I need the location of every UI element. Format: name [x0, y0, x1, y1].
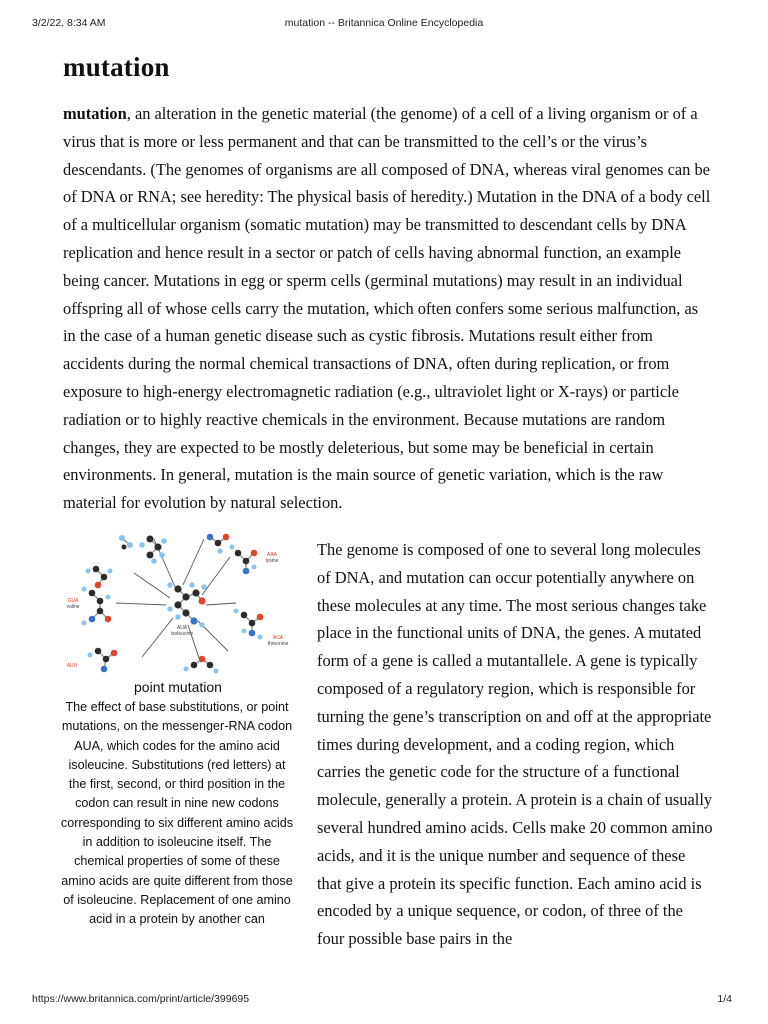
molecule-isoleucine-center: [167, 582, 206, 637]
molecule-lysine: [230, 545, 279, 575]
label-topright-name: lysine: [265, 558, 279, 564]
point-mutation-figure: [58, 533, 298, 930]
label-topright-codon: AAA: [266, 552, 278, 558]
page-number: 1/4: [717, 993, 732, 1005]
print-url[interactable]: https://www.britannica.com/print/article/399695: [32, 993, 250, 1005]
label-right-codon: ACA: [272, 635, 284, 641]
label-center-codon: AUA: [176, 625, 188, 631]
print-datetime: 3/2/22, 8:34 AM: [32, 17, 106, 29]
label-left-codon: GUA: [67, 598, 79, 604]
molecule-threonine: [234, 609, 289, 648]
arrows: [116, 539, 236, 661]
print-footer: [0, 993, 768, 1007]
print-page-title: mutation -- Britannica Online Encyclopedia: [284, 17, 484, 29]
figure-title: point mutation: [134, 679, 222, 695]
body-paragraph-genome: The genome is composed of one to several long molecules of DNA, and mutation can occur potentially anywhere on these molecules at any time. The most serious changes take place in the functional units of DNA, the genes. A mutated form of a gene is called a mutantallele. A gene is typically composed of a regulatory region, which is responsible for turning the gene’s transcription on and off at the appropriate times during development, and a coding region, which carries the genetic code for the structure of a functional molecule, generally a protein. A protein is a chain of usually several hundred amino acids. Cells make 20 common amino acids, and it is the unique number and sequence of these that give a protein its specific function. Each amino acid is encoded by a unique sequence, or codon, of three of the four possible base pairs in the: [317, 540, 713, 949]
label-left-name: valine: [66, 604, 80, 610]
molecule-top-right: [207, 534, 230, 554]
molecule-valine: [66, 587, 111, 626]
label-bottomleft-codon: AUU: [66, 663, 78, 669]
article-title: mutation: [63, 52, 170, 82]
intro-text: , an alteration in the genetic material (the genome) of a cell of a living organism or of a virus that is more or less permanent and that can be transmitted to the cell’s or the virus’s descendants. (The genomes of organisms are all composed of DNA, whereas viral genomes can be of DNA or RNA; see heredity: The physical basis of heredity.) Mutation in the DNA of a body cell of a multicellular organism (somatic mutation) may be transmitted to descendant cells by DNA replication and hence result in a sector or patch of cells having abnormal function, an example being cancer. Mutations in egg or sperm cells (germinal mutations) may result in an individual offspring all of whose cells carry the mutation, which often confers some serious malfunction, as in the case of a human genetic disease such as cystic fibrosis. Mutations result either from accidents during the normal chemical transactions of DNA, often during replication, or from exposure to high-energy electromagnetic radiation (e.g., ultraviolet light or X-rays) or particle radiation or to highly reactive chemicals in the environment. Because mutations are random changes, they are expected to be mostly deleterious, but some may be beneficial in certain environments. In general, mutation is the main source of genetic variation, which is the raw material for evolution by natural selection.: [63, 104, 711, 513]
molecule-bottom-right: [184, 656, 219, 674]
molecule-top-left: [119, 535, 133, 550]
label-center-name: isoleucine: [170, 631, 194, 637]
label-right-name: threonine: [267, 641, 289, 647]
molecule-diagram: [58, 533, 298, 677]
lead-term: mutation: [63, 104, 127, 123]
molecule-left-upper: [86, 566, 113, 589]
print-header: [0, 17, 768, 31]
intro-paragraph: [63, 100, 711, 517]
figure-caption: The effect of base substitutions, or point mutations, on the messenger-RNA codon AUA, which codes for the amino acid isoleucine. Substitutions (red letters) at the first, second, or third position in the codon can result in nine new codons corresponding to six different amino acids in addition to isoleucine itself. The chemical properties of some of these amino acids are quite different from those of isoleucine. Replacement of one amino acid in a protein by another can: [60, 700, 294, 927]
molecule-bottom-left: [67, 648, 118, 673]
